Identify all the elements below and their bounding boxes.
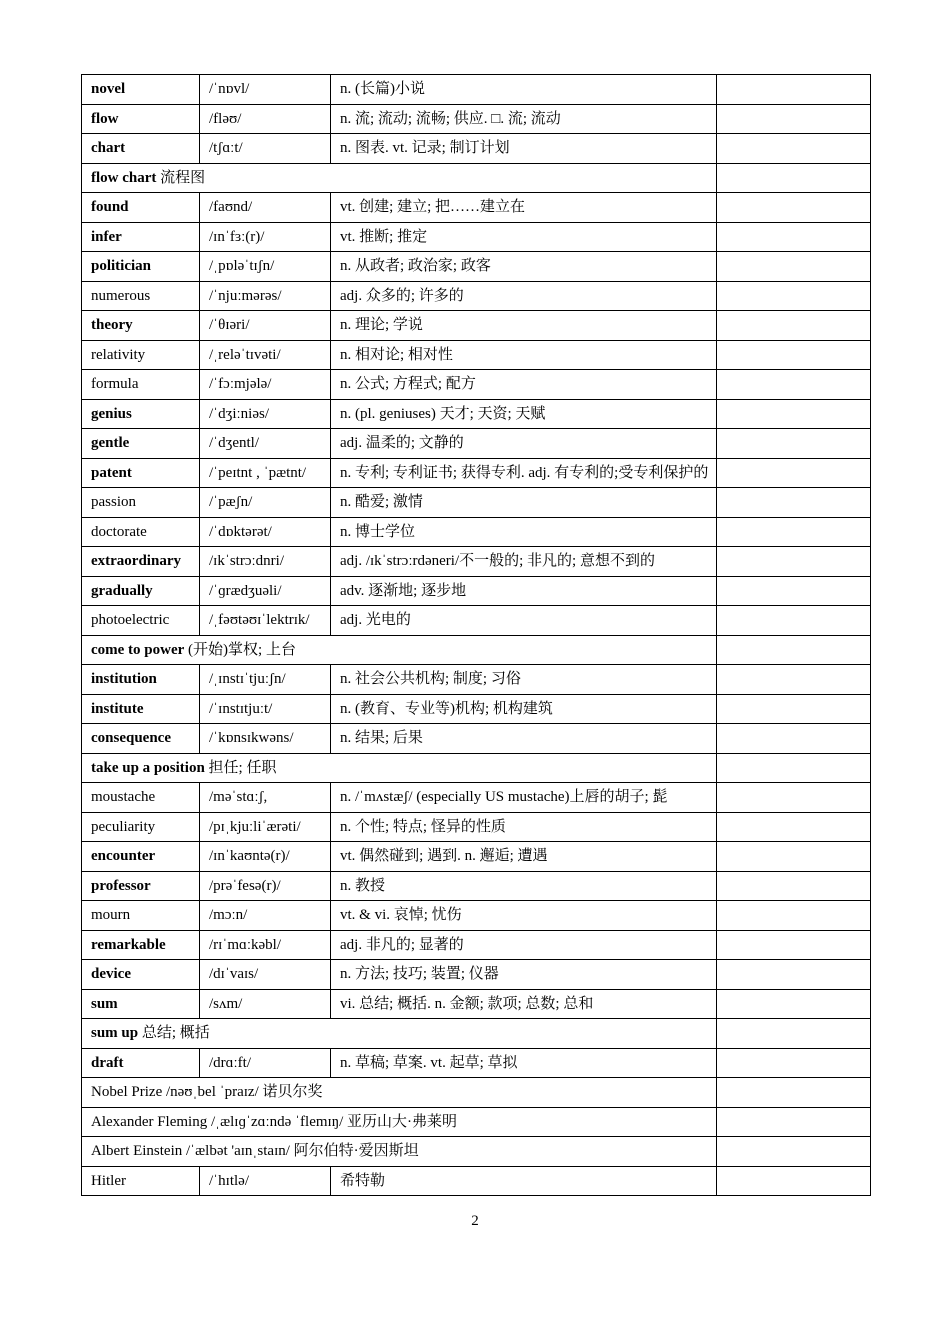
phrase-cell bbox=[82, 1137, 717, 1167]
word-cell: politician bbox=[82, 252, 200, 282]
notes-cell bbox=[717, 665, 871, 695]
phonetic-cell: /ˌɪnstɪˈtjuːʃn/ bbox=[200, 665, 331, 695]
word-row bbox=[82, 458, 871, 488]
notes-cell bbox=[717, 1078, 871, 1108]
word-cell: peculiarity bbox=[82, 812, 200, 842]
phrase-row bbox=[82, 1137, 871, 1167]
phonetic-cell: /ˈθɪəri/ bbox=[200, 311, 331, 341]
phonetic-cell: /faʊnd/ bbox=[200, 193, 331, 223]
notes-cell bbox=[717, 930, 871, 960]
word-row bbox=[82, 222, 871, 252]
notes-cell bbox=[717, 753, 871, 783]
definition-cell: vt. 创建; 建立; 把……建立在 bbox=[331, 193, 717, 223]
phonetic-cell: /prəˈfesə(r)/ bbox=[200, 871, 331, 901]
word-cell: chart bbox=[82, 134, 200, 164]
word-cell: institution bbox=[82, 665, 200, 695]
notes-cell bbox=[717, 193, 871, 223]
notes-cell bbox=[717, 1107, 871, 1137]
definition-cell: n. 酷爱; 激情 bbox=[331, 488, 717, 518]
notes-cell bbox=[717, 842, 871, 872]
phrase-row bbox=[82, 1107, 871, 1137]
definition-cell: n. 社会公共机构; 制度; 习俗 bbox=[331, 665, 717, 695]
word-cell: flow bbox=[82, 104, 200, 134]
word-row bbox=[82, 488, 871, 518]
phrase-cell bbox=[82, 1078, 717, 1108]
phonetic-cell: /ɪnˈfɜː(r)/ bbox=[200, 222, 331, 252]
word-row bbox=[82, 694, 871, 724]
notes-cell bbox=[717, 281, 871, 311]
word-cell: encounter bbox=[82, 842, 200, 872]
word-row bbox=[82, 1048, 871, 1078]
phonetic-cell: /ˈɪnstɪtjuːt/ bbox=[200, 694, 331, 724]
phonetic-cell: /ˈpæʃn/ bbox=[200, 488, 331, 518]
phrase-definition: 总结; 概括 bbox=[141, 1025, 210, 1042]
word-cell: relativity bbox=[82, 340, 200, 370]
word-row bbox=[82, 665, 871, 695]
phonetic-cell: /ˈfɔːmjələ/ bbox=[200, 370, 331, 400]
word-row bbox=[82, 281, 871, 311]
page-number: 2 bbox=[471, 1213, 479, 1229]
definition-cell: n. 结果; 后果 bbox=[331, 724, 717, 754]
word-row bbox=[82, 134, 871, 164]
word-row bbox=[82, 930, 871, 960]
phonetic-cell: /ˌreləˈtɪvəti/ bbox=[200, 340, 331, 370]
word-row bbox=[82, 783, 871, 813]
phonetic-cell: /pɪˌkjuːliˈærəti/ bbox=[200, 812, 331, 842]
word-cell: passion bbox=[82, 488, 200, 518]
word-cell: patent bbox=[82, 458, 200, 488]
notes-cell bbox=[717, 252, 871, 282]
phrase-row bbox=[82, 753, 871, 783]
phonetic-cell: /ˈdʒiːniəs/ bbox=[200, 399, 331, 429]
phrase-row bbox=[82, 635, 871, 665]
definition-cell: n. 个性; 特点; 怪异的性质 bbox=[331, 812, 717, 842]
word-cell: novel bbox=[82, 75, 200, 105]
word-cell: institute bbox=[82, 694, 200, 724]
phonetic-cell: /tʃɑːt/ bbox=[200, 134, 331, 164]
phrase-definition: 流程图 bbox=[160, 169, 206, 186]
phonetic-cell: /rɪˈmɑːkəbl/ bbox=[200, 930, 331, 960]
notes-cell bbox=[717, 989, 871, 1019]
word-row bbox=[82, 547, 871, 577]
phrase-text: take up a position bbox=[91, 759, 205, 776]
word-cell: device bbox=[82, 960, 200, 990]
word-row bbox=[82, 399, 871, 429]
phonetic-cell: /ˈdʒentl/ bbox=[200, 429, 331, 459]
notes-cell bbox=[717, 104, 871, 134]
definition-cell: n. 流; 流动; 流畅; 供应. □. 流; 流动 bbox=[331, 104, 717, 134]
phrase-cell bbox=[82, 635, 717, 665]
notes-cell bbox=[717, 75, 871, 105]
definition-cell: vt. 偶然碰到; 遇到. n. 邂逅; 遭遇 bbox=[331, 842, 717, 872]
notes-cell bbox=[717, 576, 871, 606]
phonetic-cell: /ˈnjuːmərəs/ bbox=[200, 281, 331, 311]
phonetic-cell: /sʌm/ bbox=[200, 989, 331, 1019]
notes-cell bbox=[717, 429, 871, 459]
phonetic-cell: /drɑːft/ bbox=[200, 1048, 331, 1078]
word-row bbox=[82, 901, 871, 931]
notes-cell bbox=[717, 547, 871, 577]
phrase-text: sum up bbox=[91, 1025, 139, 1042]
phonetic-cell: /mɔːn/ bbox=[200, 901, 331, 931]
phrase-row bbox=[82, 163, 871, 193]
notes-cell bbox=[717, 399, 871, 429]
word-cell: doctorate bbox=[82, 517, 200, 547]
word-row bbox=[82, 75, 871, 105]
word-row bbox=[82, 104, 871, 134]
word-cell: gradually bbox=[82, 576, 200, 606]
phonetic-cell: /ɪkˈstrɔːdnri/ bbox=[200, 547, 331, 577]
phonetic-cell: /məˈstɑːʃ, bbox=[200, 783, 331, 813]
word-row bbox=[82, 1166, 871, 1196]
phrase-text: come to power bbox=[91, 641, 185, 658]
notes-cell bbox=[717, 488, 871, 518]
word-cell: professor bbox=[82, 871, 200, 901]
phonetic-cell: /ˈkɒnsɪkwəns/ bbox=[200, 724, 331, 754]
word-row bbox=[82, 989, 871, 1019]
phrase-text: Albert Einstein /ˈælbət 'aɪnˌstaɪn/ bbox=[91, 1143, 290, 1160]
vocabulary-table bbox=[81, 74, 871, 1196]
word-cell: theory bbox=[82, 311, 200, 341]
notes-cell bbox=[717, 370, 871, 400]
notes-cell bbox=[717, 134, 871, 164]
notes-cell bbox=[717, 311, 871, 341]
word-cell: remarkable bbox=[82, 930, 200, 960]
word-row bbox=[82, 842, 871, 872]
phonetic-cell: /ˈpeɪtnt , ˈpætnt/ bbox=[200, 458, 331, 488]
notes-cell bbox=[717, 1048, 871, 1078]
definition-cell: vt. 推断; 推定 bbox=[331, 222, 717, 252]
phrase-text: Nobel Prize /nəʊˌbel ˈpraɪz/ bbox=[91, 1084, 259, 1101]
notes-cell bbox=[717, 635, 871, 665]
definition-cell: vi. 总结; 概括. n. 金额; 款项; 总数; 总和 bbox=[331, 989, 717, 1019]
word-cell: gentle bbox=[82, 429, 200, 459]
word-row bbox=[82, 576, 871, 606]
definition-cell: adj. /ɪkˈstrɔːrdəneri/不一般的; 非凡的; 意想不到的 bbox=[331, 547, 717, 577]
definition-cell: n. (长篇)小说 bbox=[331, 75, 717, 105]
word-cell: photoelectric bbox=[82, 606, 200, 636]
definition-cell: n. 公式; 方程式; 配方 bbox=[331, 370, 717, 400]
definition-cell: 希特勒 bbox=[331, 1166, 717, 1196]
phonetic-cell: /dɪˈvaɪs/ bbox=[200, 960, 331, 990]
notes-cell bbox=[717, 694, 871, 724]
word-row bbox=[82, 724, 871, 754]
word-cell: consequence bbox=[82, 724, 200, 754]
notes-cell bbox=[717, 724, 871, 754]
definition-cell: n. (教育、专业等)机构; 机构建筑 bbox=[331, 694, 717, 724]
word-cell: formula bbox=[82, 370, 200, 400]
definition-cell: n. 相对论; 相对性 bbox=[331, 340, 717, 370]
definition-cell: n. /ˈmʌstæʃ/ (especially US mustache)上唇的胡子; 髭 bbox=[331, 783, 717, 813]
definition-cell: adj. 温柔的; 文静的 bbox=[331, 429, 717, 459]
phonetic-cell: /ˈnɒvl/ bbox=[200, 75, 331, 105]
notes-cell bbox=[717, 901, 871, 931]
definition-cell: n. 专利; 专利证书; 获得专利. adj. 有专利的;受专利保护的 bbox=[331, 458, 717, 488]
notes-cell bbox=[717, 1019, 871, 1049]
phonetic-cell: /ˌfəʊtəʊɪˈlektrɪk/ bbox=[200, 606, 331, 636]
notes-cell bbox=[717, 812, 871, 842]
word-row bbox=[82, 252, 871, 282]
phrase-definition: 亚历山大·弗莱明 bbox=[347, 1113, 458, 1130]
phrase-cell bbox=[82, 753, 717, 783]
phrase-text: Alexander Fleming /ˌælɪɡˈzɑːndə ˈflemɪŋ/ bbox=[91, 1113, 344, 1130]
phrase-definition: 担任; 任职 bbox=[208, 759, 277, 776]
notes-cell bbox=[717, 960, 871, 990]
definition-cell: n. 方法; 技巧; 装置; 仪器 bbox=[331, 960, 717, 990]
word-cell: infer bbox=[82, 222, 200, 252]
word-cell: mourn bbox=[82, 901, 200, 931]
word-row bbox=[82, 193, 871, 223]
word-row bbox=[82, 370, 871, 400]
notes-cell bbox=[717, 163, 871, 193]
definition-cell: n. 草稿; 草案. vt. 起草; 草拟 bbox=[331, 1048, 717, 1078]
definition-cell: n. 教授 bbox=[331, 871, 717, 901]
notes-cell bbox=[717, 458, 871, 488]
word-cell: Hitler bbox=[82, 1166, 200, 1196]
definition-cell: adj. 光电的 bbox=[331, 606, 717, 636]
word-cell: numerous bbox=[82, 281, 200, 311]
notes-cell bbox=[717, 783, 871, 813]
notes-cell bbox=[717, 222, 871, 252]
phrase-row bbox=[82, 1019, 871, 1049]
definition-cell: n. 博士学位 bbox=[331, 517, 717, 547]
word-row bbox=[82, 429, 871, 459]
notes-cell bbox=[717, 1137, 871, 1167]
phrase-cell bbox=[82, 163, 717, 193]
definition-cell: adv. 逐渐地; 逐步地 bbox=[331, 576, 717, 606]
phrase-definition: 阿尔伯特·爱因斯坦 bbox=[293, 1143, 419, 1160]
definition-cell: n. 理论; 学说 bbox=[331, 311, 717, 341]
phrase-row bbox=[82, 1078, 871, 1108]
phonetic-cell: /ɪnˈkaʊntə(r)/ bbox=[200, 842, 331, 872]
notes-cell bbox=[717, 606, 871, 636]
word-row bbox=[82, 517, 871, 547]
phonetic-cell: /ˈdɒktərət/ bbox=[200, 517, 331, 547]
definition-cell: vt. & vi. 哀悼; 忧伤 bbox=[331, 901, 717, 931]
word-cell: found bbox=[82, 193, 200, 223]
phrase-cell bbox=[82, 1107, 717, 1137]
phonetic-cell: /ˈɡrædʒuəli/ bbox=[200, 576, 331, 606]
word-cell: draft bbox=[82, 1048, 200, 1078]
word-row bbox=[82, 871, 871, 901]
word-cell: sum bbox=[82, 989, 200, 1019]
word-row bbox=[82, 960, 871, 990]
phrase-cell bbox=[82, 1019, 717, 1049]
word-row bbox=[82, 812, 871, 842]
notes-cell bbox=[717, 340, 871, 370]
phonetic-cell: /ˈhɪtlə/ bbox=[200, 1166, 331, 1196]
definition-cell: n. 图表. vt. 记录; 制订计划 bbox=[331, 134, 717, 164]
word-cell: extraordinary bbox=[82, 547, 200, 577]
phonetic-cell: /ˌpɒləˈtɪʃn/ bbox=[200, 252, 331, 282]
word-row bbox=[82, 340, 871, 370]
word-cell: moustache bbox=[82, 783, 200, 813]
notes-cell bbox=[717, 871, 871, 901]
definition-cell: n. (pl. geniuses) 天才; 天资; 天赋 bbox=[331, 399, 717, 429]
word-row bbox=[82, 311, 871, 341]
phonetic-cell: /fləʊ/ bbox=[200, 104, 331, 134]
notes-cell bbox=[717, 1166, 871, 1196]
word-cell: genius bbox=[82, 399, 200, 429]
phrase-definition: 诺贝尔奖 bbox=[262, 1084, 323, 1101]
notes-cell bbox=[717, 517, 871, 547]
definition-cell: n. 从政者; 政治家; 政客 bbox=[331, 252, 717, 282]
definition-cell: adj. 众多的; 许多的 bbox=[331, 281, 717, 311]
word-row bbox=[82, 606, 871, 636]
phrase-definition: (开始)掌权; 上台 bbox=[188, 641, 296, 658]
definition-cell: adj. 非凡的; 显著的 bbox=[331, 930, 717, 960]
vocabulary-table-body bbox=[82, 75, 871, 1196]
phrase-text: flow chart bbox=[91, 169, 157, 186]
